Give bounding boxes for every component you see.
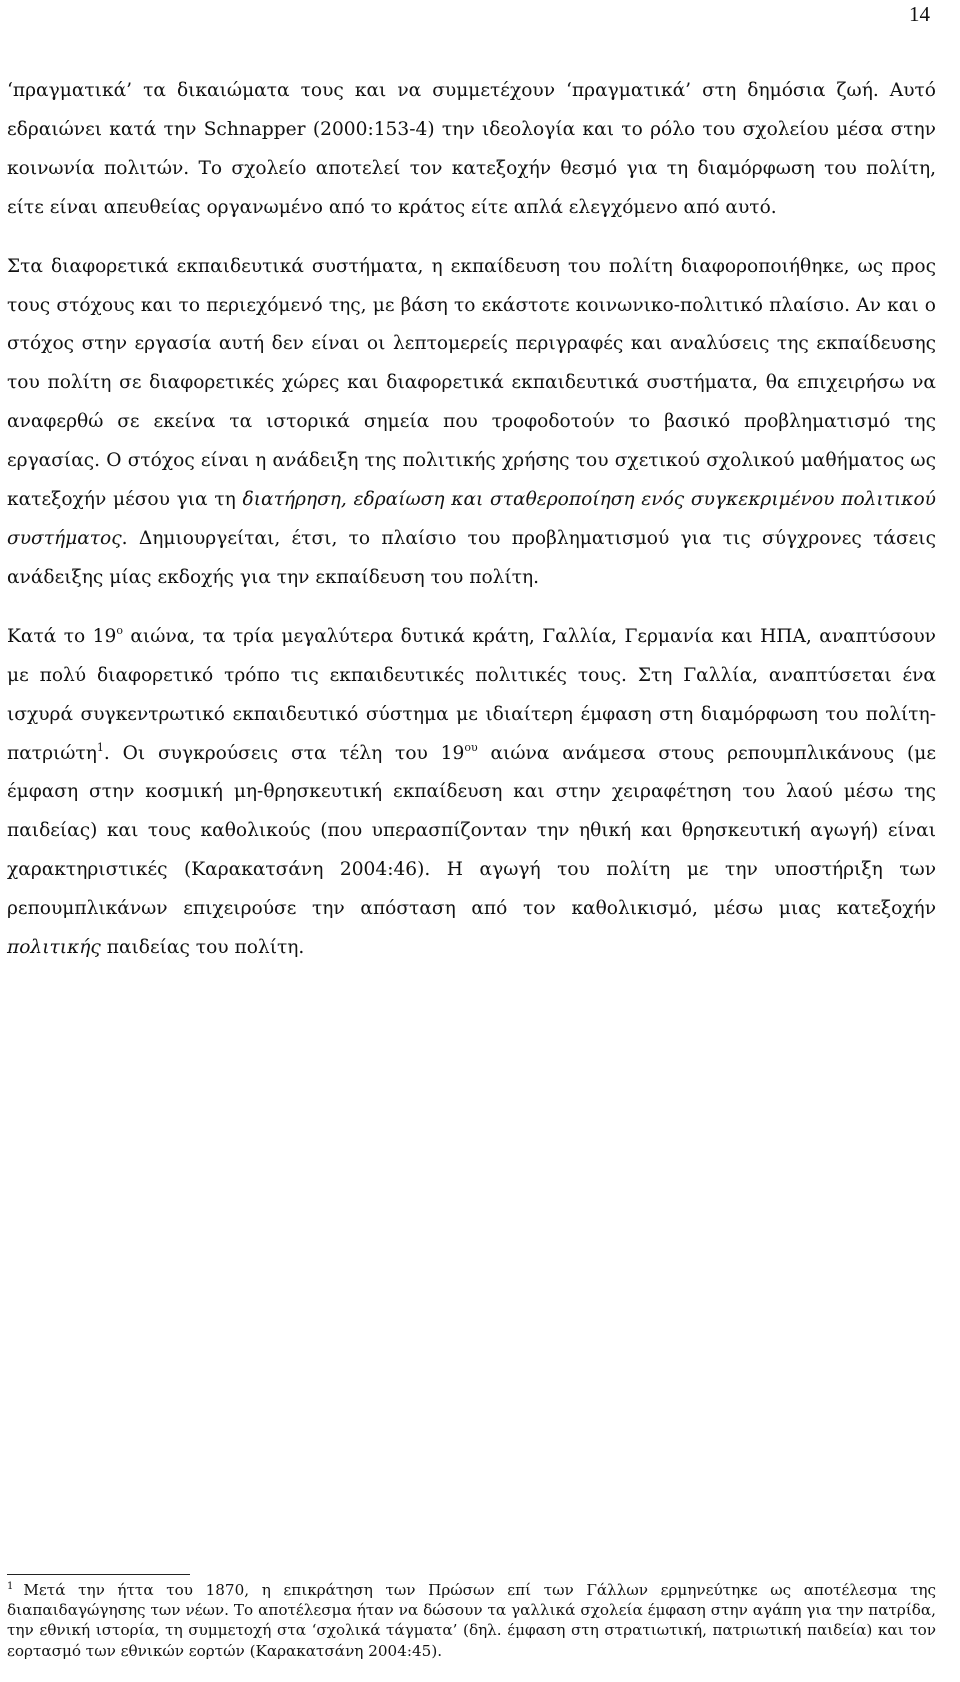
body-text: [7, 72, 936, 968]
footnote: [7, 1580, 936, 1661]
emphasized-text: πολιτικής: [7, 937, 101, 959]
footnote-separator: [7, 1574, 190, 1575]
page-number: 14: [909, 2, 930, 26]
text-run: . Δημιουργείται, έτσι, το πλαίσιο του προβληματισμού για τις σύγχρονες τάσεις ανάδειξης μίας εκδοχής για την εκπαίδευση του πολίτη.: [7, 527, 936, 588]
ordinal-superscript: ο: [116, 623, 123, 637]
paragraph: [7, 72, 936, 228]
text-run: αιώνα, τα τρία μεγαλύτερα δυτικά κράτη, Γαλλία, Γερμανία και ΗΠΑ, αναπτύσουν με πολύ διαφορετικό τρόπο τις εκπαιδευτικές πολιτικές τους. Στη Γαλλία, αναπτύσεται ένα ισχυρά συγκεντρωτικό εκπαιδευτικό σύστημα με ιδιαίτερη έμφαση στη διαμόρφωση του πολίτη-πατριώτη: [7, 625, 936, 764]
emphasized-text: διατήρηση, εδραίωση και σταθεροποίηση ενός συγκεκριμένου πολιτικού συστήματος: [7, 489, 936, 549]
text-run: παιδείας του πολίτη.: [100, 937, 305, 959]
text-run: Κατά το 19: [7, 625, 117, 647]
text-run: ‘πραγματικά’ τα δικαιώματα τους και να συμμετέχουν ‘πραγματικά’ στη δημόσια ζωή. Αυτό εδραιώνει κατά την Schnapper (2000:153-4) την ιδεολογία και το ρόλο του σχολείου μέσα στην κοινωνία πολιτών. Το σχολείο αποτελεί τον κατεξοχήν θεσμό για τη διαμόρφωση του πολίτη, είτε είναι απευθείας οργανωμένο από το κράτος είτε απλά ελεγχόμενο από αυτό.: [7, 80, 936, 218]
text-run: Στα διαφορετικά εκπαιδευτικά συστήματα, η εκπαίδευση του πολίτη διαφοροποιήθηκε, ως προς τους στόχους και το περιεχόμενό της, με βάση το εκάστοτε κοινωνικο-πολιτικό πλαίσιο. Αν και ο στόχος στην εργασία αυτή δεν είναι οι λεπτομερείς περιγραφές και αναλύσεις της εκπαίδευσης του πολίτη σε διαφορετικές χώρες και διαφορετικά εκπαιδευτικά συστήματα, θα επιχειρήσω να αναφερθώ σε εκείνα τα ιστορικά σημεία που τροφοδοτούν το βασικό προβληματισμό της εργασίας. Ο στόχος είναι η ανάδειξη της πολιτικής χρήσης του σχετικού σχολικού μαθήματος ως κατεξοχήν μέσου για τη: [7, 255, 936, 511]
text-run: . Οι συγκρούσεις στα τέλη του 19: [103, 742, 465, 764]
footnote-text: Μετά την ήττα του 1870, η επικράτηση των Πρώσων επί των Γάλλων ερμηνεύτηκε ως αποτέλεσμα της διαπαιδαγώγησης των νέων. Το αποτέλεσμα ήταν να δώσουν τα γαλλικά σχολεία έμφαση στην αγάπη για την πατρίδα, την εθνική ιστορία, τη συμμετοχή στα ‘σχολικά τάγματα’ (δηλ. έμφαση στη στρατιωτική, πατριωτική παιδεία) και τον εορτασμό των εθνικών εορτών (Καρακατσάνη 2004:45).: [7, 1581, 936, 1660]
ordinal-superscript: ου: [464, 740, 478, 754]
paragraph: [7, 618, 936, 968]
text-run: αιώνα ανάμεσα στους ρεπουμπλικάνους (με έμφαση στην κοσμική μη-θρησκευτική εκπαίδευση και στην χειραφέτηση του λαού μέσω της παιδείας) και τους καθολικούς (που υπερασπίζονταν την ηθική και θρησκευτική αγωγή) είναι χαρακτηριστικές (Καρακατσάνη 2004:46). Η αγωγή του πολίτη με την υποστήριξη των ρεπουμπλικάνων επιχειρούσε την απόσταση από τον καθολικισμό, μέσω μιας κατεξοχήν: [7, 742, 936, 920]
footnote-reference[interactable]: 1: [96, 740, 104, 754]
footnote-marker: 1: [7, 1581, 14, 1592]
paragraph: [7, 248, 936, 598]
